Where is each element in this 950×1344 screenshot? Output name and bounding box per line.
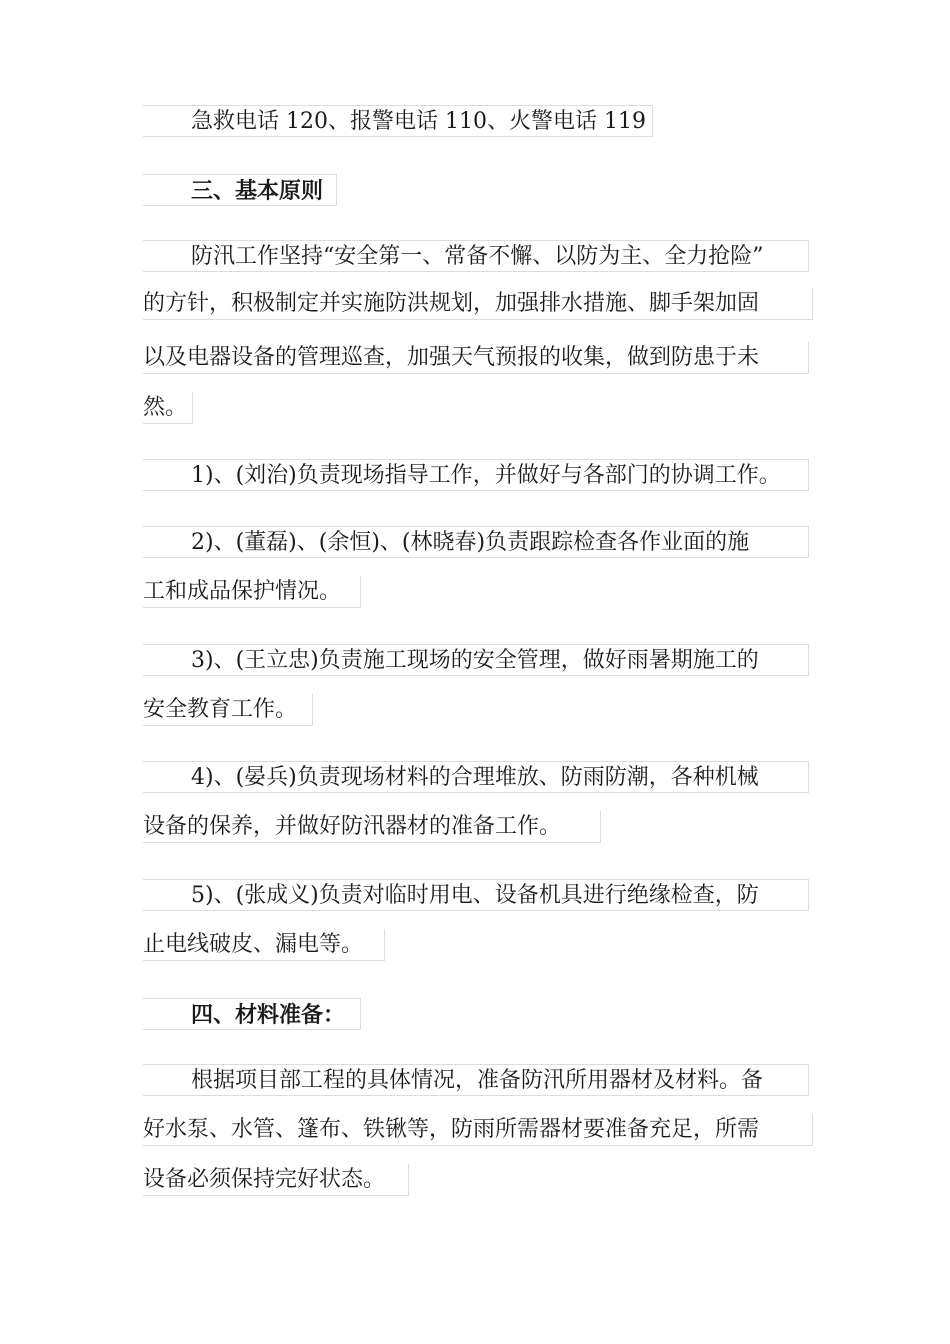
- responsibility-item-continued: [143, 929, 385, 961]
- responsibility-item-continued: [143, 811, 601, 843]
- responsibility-item: [143, 526, 809, 558]
- responsibility-item: [143, 459, 809, 491]
- item-text: 5)、(张成义)负责对临时用电、设备机具进行绝缘检查，防: [191, 883, 759, 908]
- section-heading-text: 四、材料准备：: [191, 1002, 346, 1028]
- section-heading-text: 三、基本原则: [191, 178, 324, 204]
- paragraph-line: [143, 342, 809, 374]
- emergency-contacts: [143, 105, 653, 137]
- paragraph-line: [143, 1064, 809, 1096]
- item-text: 2)、(董磊)、(余恒)、(林晓春)负责跟踪检查各作业面的施: [191, 530, 750, 555]
- item-text: 工和成品保护情况。: [143, 579, 342, 604]
- paragraph-line: [143, 392, 193, 424]
- section-heading-materials: [143, 998, 361, 1030]
- responsibility-item-continued: [143, 694, 313, 726]
- item-text: 止电线破皮、漏电等。: [143, 932, 364, 957]
- section-heading-principles: [143, 174, 337, 206]
- item-text: 3)、(王立忠)负责施工现场的安全管理，做好雨暑期施工的: [191, 648, 759, 673]
- responsibility-item: [143, 644, 809, 676]
- paragraph-text: 根据项目部工程的具体情况，准备防汛所用器材及材料。备: [191, 1068, 764, 1093]
- paragraph-text: 防汛工作坚持“安全第一、常备不懈、以防为主、全力抢险”: [191, 244, 764, 269]
- responsibility-item-continued: [143, 576, 361, 608]
- paragraph-text: 的方针，积极制定并实施防洪规划，加强排水措施、脚手架加固: [143, 291, 760, 316]
- paragraph-text: 以及电器设备的管理巡查，加强天气预报的收集，做到防患于未: [143, 345, 760, 370]
- item-text: 设备的保养，并做好防汛器材的准备工作。: [143, 814, 562, 839]
- contact-text: 急救电话 120、报警电话 110、火警电话 119: [191, 109, 646, 134]
- item-text: 1)、(刘治)负责现场指导工作，并做好与各部门的协调工作。: [191, 463, 781, 488]
- paragraph-text: 然。: [143, 395, 188, 420]
- paragraph-text: 设备必须保持完好状态。: [143, 1167, 386, 1192]
- item-text: 安全教育工作。: [143, 697, 298, 722]
- item-text: 4)、(晏兵)负责现场材料的合理堆放、防雨防潮，各种机械: [191, 765, 759, 790]
- paragraph-line: [143, 288, 813, 320]
- paragraph-line: [143, 240, 809, 272]
- responsibility-item: [143, 879, 809, 911]
- paragraph-line: [143, 1114, 813, 1146]
- responsibility-item: [143, 761, 809, 793]
- paragraph-line: [143, 1164, 409, 1196]
- paragraph-text: 好水泵、水管、篷布、铁锹等，防雨所需器材要准备充足，所需: [143, 1117, 760, 1142]
